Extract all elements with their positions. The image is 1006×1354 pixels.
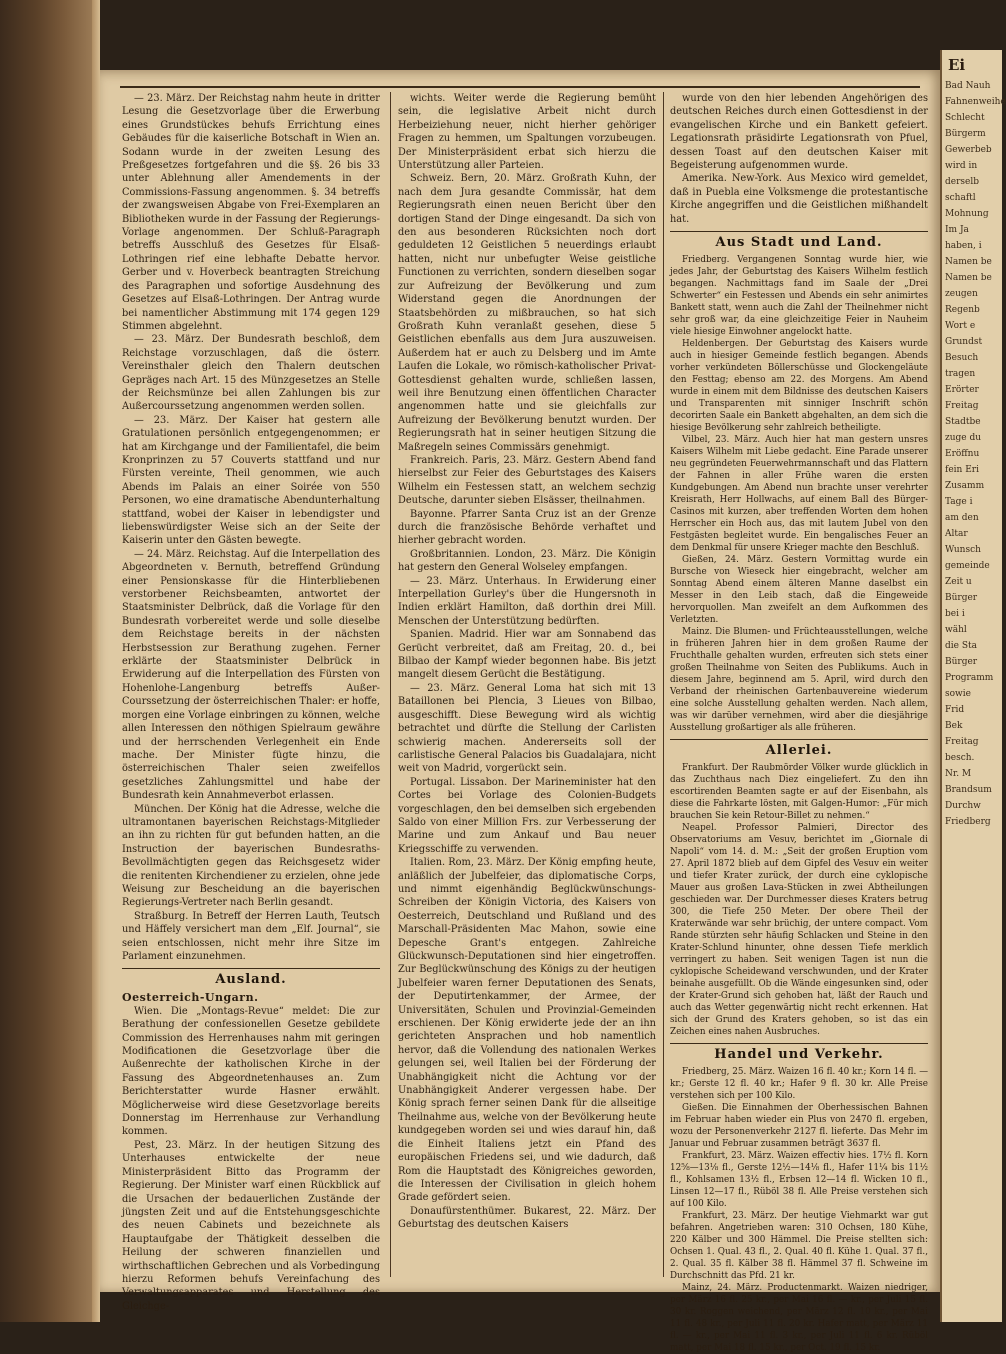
article-paragraph: Straßburg. In Betreff der Herren Lauth, Teutsch und Häffely versichert man dem „Elf. Journal“, sie seien entschlossen, nicht mehr ihre Sitze im Parlament einzunehmen. <box>122 910 380 962</box>
trade-report-item: Frankfurt, 23. März. Waizen effectiv hies. 17½ fl. Korn 12⅝—13⅛ fl., Gerste 12½—14⅛ fl., Hafer 11¼ bis 11½ fl., Kohlsamen 13½ fl., Erbsen 12—14 fl. Wicken 10 fl., Linsen 12—17 fl., Rüböl 38 fl. Alle Preise verstehen sich auf 100 Kilo. <box>670 1151 928 1210</box>
adjacent-page-line: Nr. M <box>945 769 972 779</box>
column-divider <box>663 92 664 1277</box>
article-paragraph: Großbritannien. London, 23. März. Die Königin hat gestern den General Wolseley empfangen. <box>398 548 656 574</box>
column-3 <box>670 92 928 1354</box>
adjacent-page-title: Ei <box>948 56 966 74</box>
article-paragraph: Bayonne. Pfarrer Santa Cruz ist an der Grenze durch die französische Behörde verhaftet und hierher gebracht worden. <box>398 508 656 547</box>
adjacent-page-line: zeugen <box>945 289 978 299</box>
adjacent-page-fragment <box>940 50 1006 1322</box>
article-paragraph: Amerika. New-York. Aus Mexico wird gemeldet, daß in Puebla eine Volksmenge die protestantische Kirche angegriffen und die Geistlichen mißhandelt hat. <box>670 173 928 225</box>
adjacent-page-line: Freitag <box>945 737 979 747</box>
column-2 <box>398 92 656 1282</box>
domestic-news <box>122 92 380 963</box>
adjacent-page-line: die Sta <box>945 641 977 651</box>
foreign-news <box>398 92 656 1232</box>
adjacent-page-line: Frid <box>945 705 965 715</box>
trade-report-item: Friedberg, 25. März. Waizen 16 fl. 40 kr.; Korn 14 fl. — kr.; Gerste 12 fl. 40 kr.; Hafer 9 fl. 30 kr. Alle Preise verstehen sich per 100 Kilo. <box>670 1067 928 1102</box>
trade-reports <box>670 1066 928 1354</box>
austria-news <box>122 1005 380 1313</box>
adjacent-page-line: fein Eri <box>945 465 979 475</box>
miscellany-item: Frankfurt. Der Raubmörder Völker wurde glücklich in das Zuchthaus nach Diez eingeliefert. Zu den ihn escortirenden Beamten sagte er auf der Eisenbahn, als diese die Fahrkarte lösten, mit Galgen-Humor: „Für mich brauchen Sie kein Retour-Billet zu nehmen.“ <box>670 763 928 822</box>
adjacent-page-line: Zusamm <box>945 481 985 491</box>
article-paragraph: Spanien. Madrid. Hier war am Sonnabend das Gerücht verbreitet, daß am Freitag, 20. d., bei Bilbao der Kampf wieder begonnen habe. Bis jetzt mangelt diesem Gerücht die Bestätigung. <box>398 629 656 681</box>
local-news-item: Friedberg. Vergangenen Sonntag wurde hier, wie jedes Jahr, der Geburtstag des Kaisers Wilhelm festlich begangen. Nachmittags fand im Saale der „Drei Schwerter“ ein Festessen und Abends ein sehr animirtes Bankett statt, wenn auch die Zahl der Theilnehmer nicht sehr groß war, da eine gleichzeitige Feier in Nauheim viele hiesige Einwohner angelockt hatte. <box>670 255 928 338</box>
adjacent-page-line: wird in <box>945 161 978 171</box>
article-paragraph: Italien. Rom, 23. März. Der König empfing heute, anläßlich der Jubelfeier, das diplomatische Corps, und nimmt eigenhändig Beglückwünschungs-Schreiben der Königin Victoria, des Kaisers von Oesterreich, Deutschland und Rußland und des Marschall-Präsidenten Mac Mahon, sowie eine Depesche Grant's entgegen. Zahlreiche Glückwunsch-Deputationen sind hier eingetroffen. Zur Beglückwünschung des Königs zu der heutigen Jubelfeier waren ferner Deputationen des Senats, der Deputirtenkammer, der Armee, der Universitäten, Schulen und Provinzial-Gemeinden erschienen. Der König erwiderte jede der an ihn gerichteten Ansprachen und hob namentlich hervor, daß die Vollendung des nationalen Werkes gelungen sei, weil Italien bei der Förderung der Unabhängigkeit nicht die Achtung vor der Unabhängigkeit Anderer vergessen habe. Der König sprach ferner seinen Dank für die allseitige Theilnahme aus, welche von der Bevölkerung heute kundgegeben worden sei und wies darauf hin, daß die Einheit Italiens jetzt ein Pfand des europäischen Friedens sei, und wie dadurch, daß Rom die Hauptstadt des Königreiches geworden, die Interessen der Civilisation in gleich hohem Grade gefördert seien. <box>398 857 656 1204</box>
adjacent-page-line: Mohnung <box>945 209 989 219</box>
adjacent-page-line: zuge du <box>945 433 982 443</box>
adjacent-page-line: Regenb <box>945 305 980 315</box>
header-rule <box>120 86 920 88</box>
section-heading-ausland: Ausland. <box>122 968 380 989</box>
adjacent-page-line: Bürgerm <box>945 129 986 139</box>
article-paragraph: München. Der König hat die Adresse, welche die ultramontanen bayerischen Reichstags-Mitglieder an ihn zu richten für gut befunden hatten, an die Instruction der bayerischen Bundesraths-Bevollmächtigten gegen das Reichsgesetz wider die renitenten Kirchendiener zu erzielen, ohne jede Weisung zur Bescheidung an die bayerischen Regierungs-Vertreter nach Berlin gesandt. <box>122 803 380 909</box>
article-paragraph: Wien. Die „Montags-Revue“ meldet: Die zur Berathung der confessionellen Gesetze gebildete Commission des Herrenhauses nahm mit geringen Modificationen die Gesetzvorlage über die Außenrechte der katholischen Kirche in der Fassung des Abgeordnetenhauses an. Zum Berichterstatter wurde Hasner erwählt. Möglicherweise wird diese Gesetzvorlage bereits Donnerstag im Herrenhause zur Verhandlung kommen. <box>122 1005 380 1138</box>
adjacent-page-line: Brandsum <box>945 785 992 795</box>
adjacent-page-line: Namen be <box>945 257 992 267</box>
local-news-item: Heldenbergen. Der Geburtstag des Kaisers wurde auch in hiesiger Gemeinde festlich begangen. Abends vorher verkündeten Böllerschüsse und Glockengeläute den Festtag; ebenso am 22. des Morgens. Am Abend wurde in einem mit dem Bildnisse des deutschen Kaisers und Transparenten mit sinniger Inschrift schön decorirten Saale ein Bankett abgehalten, an dem sich die hiesige Bevölkerung sehr zahlreich betheiligte. <box>670 339 928 434</box>
article-paragraph: — 24. März. Reichstag. Auf die Interpellation des Abgeordneten v. Bernuth, betreffend Gründung einer Pensionskasse für die Hinterbliebenen verstorbener Reichsbeamten, antwortet der Staatsminister Delbrück, daß die Vorlage für den Bundesrath vorbereitet werde und solle dieselbe dem Reichstage bereits in der nächsten Herbstsession zur Berathung zugehen. Ferner erklärte der Staatsminister Delbrück in Erwiderung auf die Interpellation des Fürsten von Hohenlohe-Langenburg betreffs Außer-Courssetzung der österreichischen Thaler: er hoffe, morgen eine Vorlage einbringen zu können, welche allen Interessen den nöthigen Spielraum gewähre und der herrschenden Verlegenheit ein Ende mache. Der Minister fügte hinzu, die österreichischen Thaler seien zweifellos gesetzliches Zahlungsmittel und habe der Bundesrath kein Annahmeverbot erlassen. <box>122 548 380 802</box>
adjacent-page-line: Durchw <box>945 801 981 811</box>
trade-report-item: Gießen. Die Einnahmen der Oberhessischen Bahnen im Februar haben wieder ein Plus von 2470 fl. ergeben, wozu der Personenverkehr 2127 fl. lieferte. Das Mehr im Januar und Februar zusammen beträgt 3637 fl. <box>670 1103 928 1150</box>
article-paragraph: wurde von den hier lebenden Angehörigen des deutschen Reiches durch einen Gottesdienst in der evangelischen Kirche und ein Bankett gefeiert. Legationsrath präsidirte Legationsrath von Pfuel, dessen Toast auf den deutschen Kaiser mit Begeisterung aufgenommen wurde. <box>670 93 928 172</box>
adjacent-page-line: Grundst <box>945 337 983 347</box>
adjacent-page-line: haben, i <box>945 241 982 251</box>
adjacent-page-text <box>942 78 1006 830</box>
adjacent-page-line: Stadtbe <box>945 417 981 427</box>
local-news <box>670 254 928 734</box>
adjacent-page-line: Wort e <box>945 321 976 331</box>
adjacent-page-line: tragen <box>945 369 976 379</box>
miscellany <box>670 762 928 1038</box>
trade-report-item: Mainz, 24. März. Productenmarkt. Waizen niedriger, per März 16 fl. 25 kr., per Mai 16 fl. — kr., per Juli 15 fl. 30 kr. Roggen weichend, per März 12 fl. 10 kr., per Mai 11 fl. 48 kr., per Juli 11 fl. 20 kr. Hafer matt, per März 11 fl. — kr., per Mai 11 fl. 3 kr., per Juli 11 fl. 6 kr. Rüböl matt, per Mai 18 fl. 15 kr., per Oct. 19 fl. 15 kr. <box>670 1283 928 1354</box>
column-1 <box>122 92 380 1312</box>
adjacent-page-line: gemeinde <box>945 561 990 571</box>
adjacent-page-line: Gewerbeb <box>945 145 992 155</box>
adjacent-page-line: Erörter <box>945 385 979 395</box>
adjacent-page-line: Wunsch <box>945 545 981 555</box>
article-paragraph: Portugal. Lissabon. Der Marineminister hat den Cortes bei Vorlage des Colonien-Budgets vorgeschlagen, den bei demselben sich ergebenden Saldo von einer Million Frs. zur Verbesserung der Marine und zum Ankauf und Bau neuer Kriegsschiffe zu verwenden. <box>398 776 656 855</box>
article-paragraph: — 23. März. General Loma hat sich mit 13 Bataillonen bei Plencia, 3 Lieues von Bilbao, ausgeschifft. Diese Bewegung wird als wichtig betrachtet und dürfte die Stellung der Carlisten schwierig machen. Andererseits soll der carlistische General Palacios bis Guadalajara, nicht weit von Madrid, vorgerückt sein. <box>398 682 656 775</box>
subheading-oesterreich: Oesterreich-Ungarn. <box>122 991 259 1005</box>
adjacent-page-line: Friedberg <box>945 817 991 827</box>
local-news-item: Gießen, 24. März. Gestern Vormittag wurde ein Bursche von Wieseck hier eingebracht, welcher am Sonntag Abend einem älteren Manne daselbst ein Messer in den Leib stach, daß die Eingeweide hervorquollen. Man zweifelt an dem Aufkommen des Verletzten. <box>670 555 928 626</box>
adjacent-page-line: Zeit u <box>945 577 972 587</box>
article-paragraph: Schweiz. Bern, 20. März. Großrath Kuhn, der nach dem Jura gesandte Commissär, hat dem Regierungsrath einen neuen Bericht über den dortigen Stand der Dinge eingesandt. Da sich von den aus besonderen Rücksichten noch dort geduldeten 12 Geistlichen 5 neuerdings erlaubt hatten, nicht nur unbefugter Weise geistliche Functionen zu verrichten, sondern dieselben sogar zur Aufreizung der Bevölkerung und zum Widerstand gegen die Anordnungen der Staatsbehörden zu mißbrauchen, so hat sich Großrath Kuhn veranlaßt gesehen, diese 5 Geistlichen ebenfalls aus dem Jura auszuweisen. Außerdem hat er auch zu Delsberg und im Amte Laufen die Lokale, wo römisch-katholischer Privat-Gottesdienst gehalten wurde, schließen lassen, weil ihre Benutzung einen öffentlichen Character angenommen hatte und sie gleichfalls zur Aufreizung der Bevölkerung benutzt wurden. Der Regierungsrath hat in seiner heutigen Sitzung die Maßregeln seines Commissärs genehmigt. <box>398 173 656 453</box>
adjacent-page-line: Besuch <box>945 353 979 363</box>
article-paragraph: — 23. März. Der Bundesrath beschloß, dem Reichstage vorzuschlagen, daß die österr. Vereinsthaler gleich den Thalern deutschen Gepräges nach Art. 15 des Münzgesetzes an Stelle der Reichsmünze bei allen Zahlungen bis zur Außercourssetzung angenommen werden sollen. <box>122 334 380 413</box>
adjacent-page-line: Programm <box>945 673 994 683</box>
section-heading-stadt-land: Aus Stadt und Land. <box>670 231 928 252</box>
adjacent-page-line: Tage i <box>945 497 973 507</box>
column-divider <box>390 92 391 1277</box>
adjacent-page-line: am den <box>945 513 979 523</box>
adjacent-page-line: Altar <box>945 529 968 539</box>
miscellany-item: Neapel. Professor Palmieri, Director des Observatoriums am Vesuv, berichtet im „Giornale di Napoli“ vom 14. d. M.: „Seit der großen Eruption vom 27. April 1872 blieb auf dem Gipfel des Vesuv ein weiter und tiefer Krater zurück, der durch eine cyklopische Mauer aus großen Lava-Stücken in zwei Abtheilungen geschieden war. Der Durchmesser dieses Kraters betrug 300, die Tiefe 250 Meter. Der obere Theil der Kraterwände war sehr brüchig, der untere compact. Vom Rande stürzten sehr häufig Schlacken und Steine in den Krater-Schlund hinunter, ohne dessen Tiefe merklich verringert zu haben. Seit wenigen Tagen ist nun die cyklopische Scheidewand verschwunden, und der Krater beinahe ausgefüllt. Ob die Wände eingesunken sind, oder der Krater-Grund sich gehoben hat, läßt der Rauch und auch das Wetter gegenwärtig nicht recht erkennen. Hat sich der Grund des Kraters gehoben, so ist das ein Zeichen eines nahen Ausbruches. <box>670 823 928 1038</box>
local-news-item: Vilbel, 23. März. Auch hier hat man gestern unsres Kaisers Wilhelm mit Liebe gedacht. Eine Parade unserer neu gegründeten Feuerwehrmannschaft und das Flattern der Fahnen in aller Frühe waren die ersten Kundgebungen. Am Abend nun brachte unser verehrter Kreisrath, Herr Hollwachs, auf einem Ball des Bürger-Casinos mit kurzen, aber treffenden Worten dem hohen Herrscher ein Hoch aus, das mit lautem Jubel von den Festgästen begleitet wurde. Ein bengalisches Feuer an dem Denkmal für unsere Krieger machte den Beschluß. <box>670 435 928 554</box>
page-edge <box>92 0 100 1322</box>
adjacent-page-line: derselb <box>945 177 979 187</box>
adjacent-page-line: Im Ja <box>945 225 969 235</box>
adjacent-page-line: Bad Nauh <box>945 81 991 91</box>
adjacent-page-line: Fahnenweihe <box>945 97 1006 107</box>
adjacent-page-line: Schlecht <box>945 113 985 123</box>
adjacent-page-line: Bürger <box>945 657 978 667</box>
adjacent-page-line: bei i <box>945 609 965 619</box>
article-paragraph: Pest, 23. März. In der heutigen Sitzung des Unterhauses entwickelte der neue Ministerpräsident Bitto das Programm der Regierung. Der Minister warf einen Rückblick auf die Ursachen der bedauerlichen Zustände der jüngsten Zeit und auf die Entstehungsgeschichte des neuen Cabinets und bezeichnete als Hauptaufgabe der Thätigkeit desselben die Heilung der schweren finanziellen und wirthschaftlichen Gebrechen und als Vorbedingung hierzu Reformen behufs Vereinfachung des Verwaltungsapparates und Herstellung des Gleichge- <box>122 1139 380 1312</box>
article-paragraph: Donaufürstenthümer. Bukarest, 22. März. Der Geburtstag des deutschen Kaisers <box>398 1205 656 1231</box>
section-heading-handel: Handel und Verkehr. <box>670 1043 928 1064</box>
trade-report-item: Frankfurt, 23. März. Der heutige Viehmarkt war gut befahren. Angetrieben waren: 310 Ochsen, 180 Kühe, 220 Kälber und 300 Hämmel. Die Preise stellten sich: Ochsen 1. Qual. 43 fl., 2. Qual. 40 fl. Kühe 1. Qual. 37 fl., 2. Qual. 35 fl. Kälber 38 fl. Hämmel 37 fl. Schweine im Durchschnitt das Pfd. 21 kr. <box>670 1211 928 1282</box>
adjacent-page-line: Eröffnu <box>945 449 980 459</box>
adjacent-page-line: Bek <box>945 721 963 731</box>
foreign-news-continued <box>670 92 928 226</box>
article-paragraph: Frankreich. Paris, 23. März. Gestern Abend fand hierselbst zur Feier des Geburtstages des Kaisers Wilhelm ein Festessen statt, an welchem sechzig Deutsche, darunter sieben Elsässer, theilnahmen. <box>398 454 656 507</box>
adjacent-page-line: Freitag <box>945 401 979 411</box>
section-heading-allerlei: Allerlei. <box>670 739 928 760</box>
adjacent-page-line: wähl <box>945 625 967 635</box>
local-news-item: Mainz. Die Blumen- und Früchteausstellungen, welche in früheren Jahren hier in dem großen Raume der Fruchthalle gehalten wurden, erfreuten sich stets einer großen Theilnahme von Seiten des Publikums. Auch in diesem Jahre, beginnend am 5. April, wird durch den Verband der rheinischen Gartenbauvereine wiederum eine solche Ausstellung gehalten werden. Nach allem, was wir darüber vernehmen, wird aber die diesjährige Ausstellung großartiger als alle früheren. <box>670 627 928 734</box>
adjacent-page-line: besch. <box>945 753 975 763</box>
adjacent-page-line: Bürger <box>945 593 978 603</box>
article-paragraph: — 23. März. Der Kaiser hat gestern alle Gratulationen persönlich entgegengenommen; er hat am Kirchgange und der Familientafel, die beim Kronprinzen zu 57 Couverts stattfand und nur Fürsten vereinte, Theil genommen, wie auch Abends im Palais an einer Soirée von 550 Personen, wo eine dramatische Abendunterhaltung stattfand, wobei der Kaiser in lebendigster und liebenswürdigster Weise sich an der Seite der Kaiserin unter den Gästen bewegte. <box>122 414 380 547</box>
adjacent-page-line: Namen be <box>945 273 992 283</box>
article-paragraph: wichts. Weiter werde die Regierung bemüht sein, die legislative Arbeit nicht durch Herbeiziehung neuer, nicht hierher gehöriger Fragen zu hemmen, um Spaltungen vorzubeugen. Der Ministerpräsident erbat sich hierzu die Unterstützung aller Parteien. <box>398 93 656 172</box>
adjacent-page-line: sowie <box>945 689 971 699</box>
article-paragraph: — 23. März. Unterhaus. In Erwiderung einer Interpellation Gurley's über die Hungersnoth in Indien erklärt Hamilton, daß dorthin drei Mill. Menschen der Unterstützung bedürften. <box>398 575 656 627</box>
book-binding <box>0 0 92 1322</box>
article-paragraph: — 23. März. Der Reichstag nahm heute in dritter Lesung die Gesetzvorlage über die Erwerbung eines Grundstückes behufs Errichtung eines Gebäudes für die kaiserliche Botschaft in Wien an. Sodann wurde in der zweiten Lesung des Preßgesetzes fortgefahren und die §§. 26 bis 33 unter Ablehnung aller Amendements in der Commissions-Fassung angenommen. §. 34 betreffs der zwangsweisen Abgabe von Frei-Exemplaren an Bibliotheken wurde in der Fassung der Regierungs-Vorlage angenommen. Der Schluß-Paragraph betreffs Ausschluß des Gesetzes für Elsaß-Lothringen rief eine lebhafte Debatte hervor. Gerber und v. Hoverbeck beantragten Streichung des Paragraphen und sofortige Ausdehnung des Gesetzes auf Elsaß-Lothringen. Der Antrag wurde bei namentlicher Abstimmung mit 174 gegen 129 Stimmen abgelehnt. <box>122 93 380 332</box>
adjacent-page-line: schaftl <box>945 193 976 203</box>
